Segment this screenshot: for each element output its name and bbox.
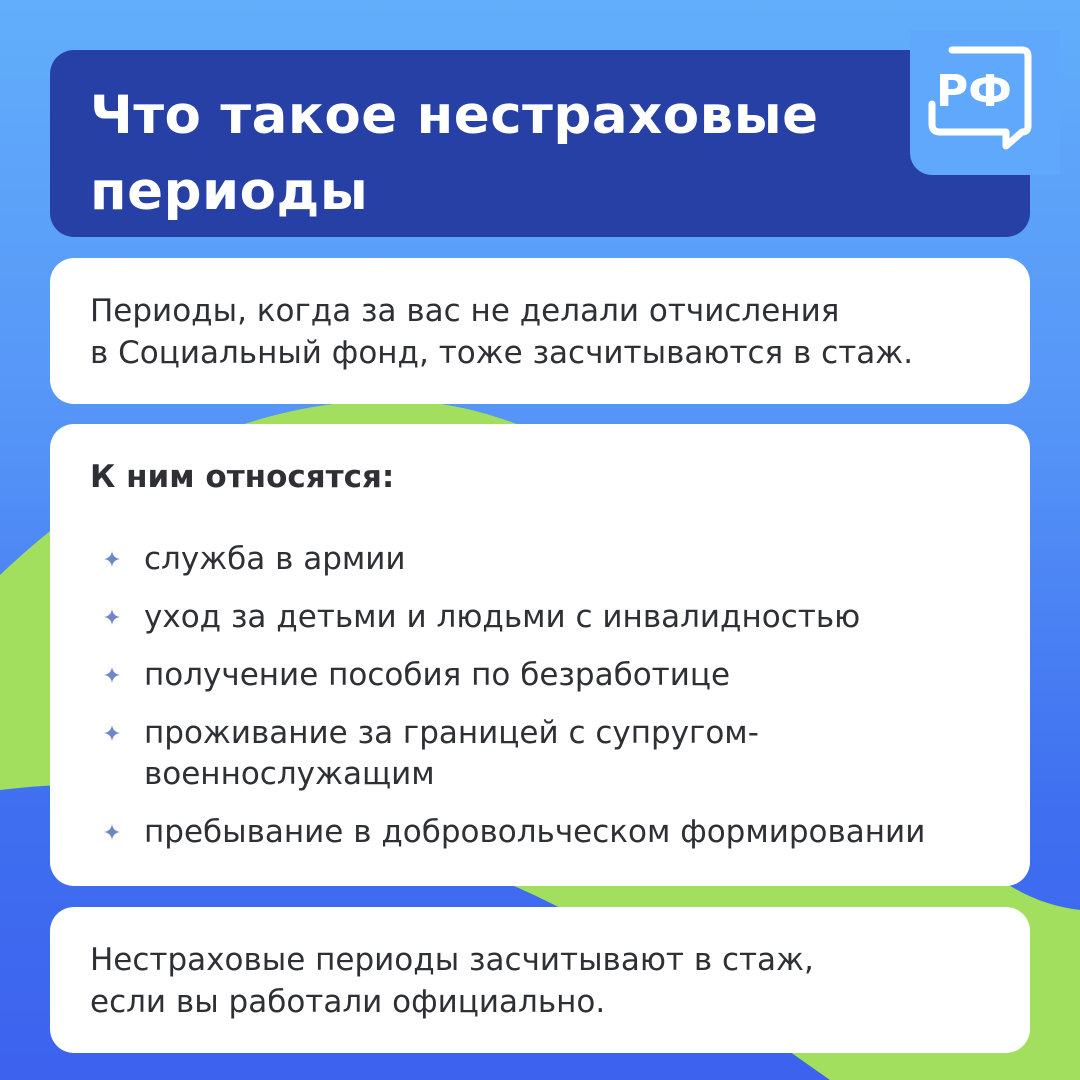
list-item-text: пребывание в добровольческом формировании bbox=[144, 814, 926, 850]
list-item-text: уход за детьми и людьми с инвалидностью bbox=[144, 599, 861, 635]
sparkle-star-icon bbox=[102, 665, 122, 685]
intro-line: в Социальный фонд, тоже засчитываются в стаж. bbox=[90, 335, 914, 371]
note-line: если вы работали официально. bbox=[90, 984, 606, 1020]
sparkle-star-icon bbox=[102, 723, 122, 743]
sparkle-star-icon bbox=[102, 607, 122, 627]
list-card bbox=[50, 424, 1030, 886]
sparkle-star-icon bbox=[102, 822, 122, 842]
page-title-line: Что такое нестраховые bbox=[90, 85, 819, 146]
list-item-text: получение пособия по безработице bbox=[144, 657, 731, 693]
note-card bbox=[50, 907, 1030, 1053]
list-item bbox=[102, 655, 1012, 696]
logo-text: РФ bbox=[936, 66, 1012, 117]
period-list bbox=[102, 539, 1012, 870]
intro-line: Периоды, когда за вас не делали отчисления bbox=[90, 293, 840, 329]
list-item-text: служба в армии bbox=[144, 541, 406, 577]
list-item bbox=[102, 597, 1012, 638]
sparkle-star-icon bbox=[102, 549, 122, 569]
page-title-line: периоды bbox=[90, 161, 369, 222]
list-heading: К ним относятся: bbox=[90, 459, 395, 495]
speech-bubble-logo-icon bbox=[928, 46, 1032, 152]
list-item bbox=[102, 812, 1012, 853]
page-title bbox=[90, 78, 870, 230]
list-item bbox=[102, 539, 1012, 580]
intro-text bbox=[90, 290, 1000, 374]
note-text bbox=[90, 939, 1000, 1023]
list-item-text: военнослужащим bbox=[144, 756, 435, 792]
intro-card bbox=[50, 258, 1030, 404]
list-item bbox=[102, 713, 1012, 795]
list-item-text: проживание за границей с супругом- bbox=[144, 715, 759, 751]
note-line: Нестраховые периоды засчитывают в стаж, bbox=[90, 942, 814, 978]
